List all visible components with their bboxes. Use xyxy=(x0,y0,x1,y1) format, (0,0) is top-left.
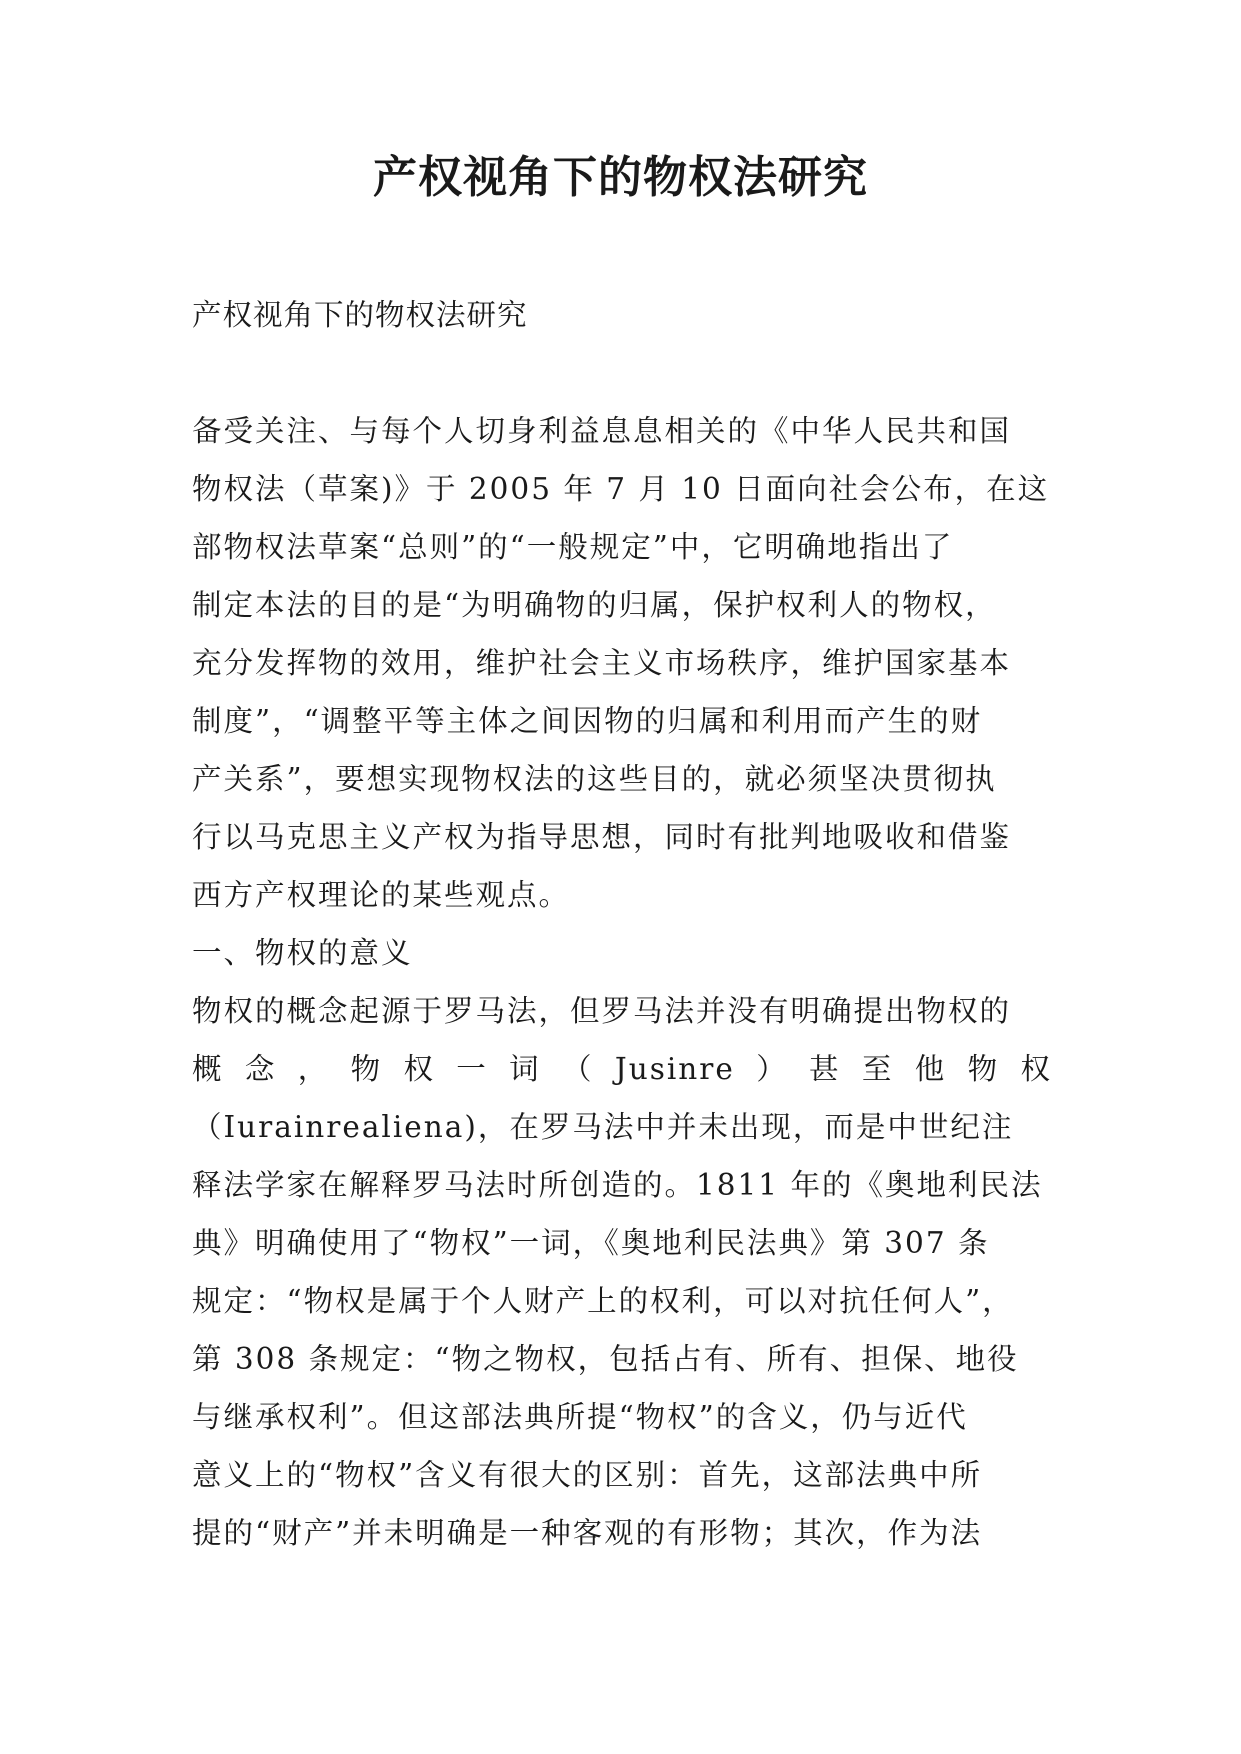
text-line: 西方产权理论的某些观点。 xyxy=(192,878,571,912)
word: 物 xyxy=(350,1052,383,1086)
blank-line xyxy=(192,344,1052,402)
text-line: （Iurainrealiena)，在罗马法中并未出现，而是中世纪注 xyxy=(192,1110,1014,1144)
text-line: 产关系”，要想实现物权法的这些目的，就必须坚决贯彻执 xyxy=(192,762,997,796)
word: ） xyxy=(756,1052,788,1086)
document-body xyxy=(192,286,1052,1562)
word: 甚 xyxy=(809,1052,841,1086)
document-subtitle: 产权视角下的物权法研究 xyxy=(192,298,528,332)
text-line: 与继承权利”。但这部法典所提“物权”的含义，仍与近代 xyxy=(192,1400,968,1434)
word: 权 xyxy=(1020,1052,1052,1086)
word: 物 xyxy=(967,1052,1000,1086)
paragraph-intro xyxy=(192,402,1052,924)
text-line: 行以马克思主义产权为指导思想，同时有批判地吸收和借鉴 xyxy=(192,820,1012,854)
text-line: 规定：“物权是属于个人财产上的权利，可以对抗任何人”， xyxy=(192,1284,1014,1318)
text-line: 提的“财产”并未明确是一种客观的有形物；其次，作为法 xyxy=(192,1516,983,1550)
text-line-justified xyxy=(192,1040,1052,1098)
section-heading: 一、物权的意义 xyxy=(192,936,413,970)
text-line: 第 308 条规定：“物之物权，包括占有、所有、担保、地役 xyxy=(192,1342,1019,1376)
text-line: 物权法（草案)》于 2005 年 7 月 10 日面向社会公布，在这 xyxy=(192,472,1050,506)
word: 至 xyxy=(861,1052,894,1086)
paragraph-property-concept xyxy=(192,982,1052,1562)
word: 他 xyxy=(914,1052,947,1086)
word: ， xyxy=(297,1052,330,1086)
text-line: 释法学家在解释罗马法时所创造的。1811 年的《奥地利民法 xyxy=(192,1168,1043,1202)
text-line: 充分发挥物的效用，维护社会主义市场秩序，维护国家基本 xyxy=(192,646,1012,680)
word: 权 xyxy=(403,1052,435,1086)
word: 词 xyxy=(509,1052,541,1086)
word: （ xyxy=(562,1052,594,1086)
word: 念 xyxy=(244,1052,277,1086)
word: Jusinre xyxy=(614,1052,735,1086)
text-line: 部物权法草案“总则”的“一般规定”中，它明确地指出了 xyxy=(192,530,954,564)
text-line: 制定本法的目的是“为明确物的归属，保护权利人的物权， xyxy=(192,588,997,622)
word: 一 xyxy=(456,1052,488,1086)
text-line: 意义上的“物权”含义有很大的区别：首先，这部法典中所 xyxy=(192,1458,983,1492)
document-title: 产权视角下的物权法研究 xyxy=(373,152,868,203)
text-line: 典》明确使用了“物权”一词，《奥地利民法典》第 307 条 xyxy=(192,1226,990,1260)
text-line: 物权的概念起源于罗马法，但罗马法并没有明确提出物权的 xyxy=(192,994,1012,1028)
text-line: 备受关注、与每个人切身利益息息相关的《中华人民共和国 xyxy=(192,414,1012,448)
text-line: 制度”，“调整平等主体之间因物的归属和利用而产生的财 xyxy=(192,704,983,738)
word: 概 xyxy=(192,1052,224,1086)
